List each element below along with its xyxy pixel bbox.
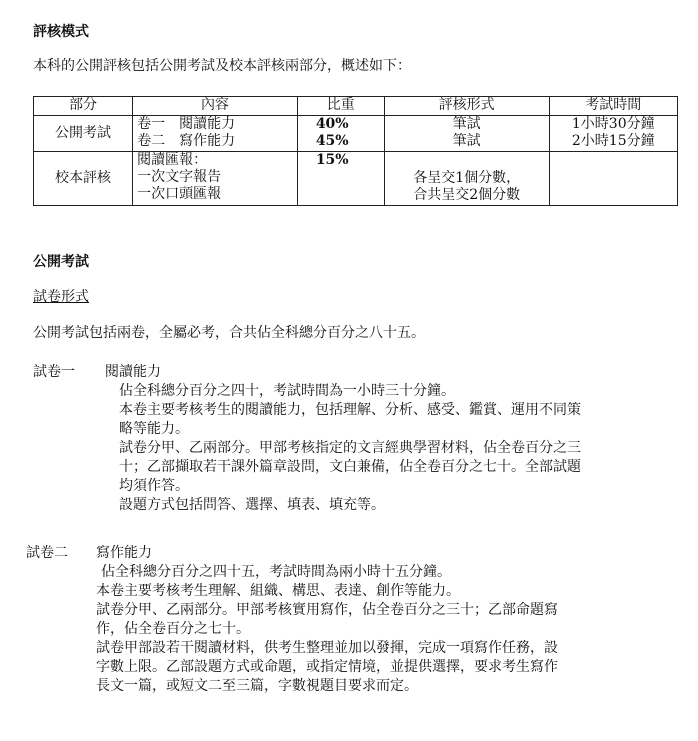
paper1-line: 佔全科總分百分之四十，考試時間為一小時三十分鐘。 (119, 383, 455, 399)
paper2-line: 試卷分甲、乙兩部分。甲部考核實用寫作，佔全卷百分之三十；乙部命題寫 (96, 602, 558, 618)
paper2-description (96, 544, 558, 696)
paper1-line: 本卷主要考核考生的閱讀能力，包括理解、分析、感受、鑑賞、運用不同策 (119, 402, 581, 418)
paper2-content: 寫作能力 (179, 133, 236, 149)
paper1-line: 閱讀能力 (105, 364, 161, 380)
public-exam-part: 公開考試 (34, 116, 133, 152)
paper1-description (105, 363, 581, 515)
paper2-line: 作，佔全卷百分之七十。 (96, 621, 250, 637)
paper2-label: 試卷二 (26, 545, 68, 561)
paper1-line: 設題方式包括問答、選擇、填表、填充等。 (119, 497, 385, 513)
mode-paper2: 筆試 (452, 133, 481, 149)
public-exam-time (549, 116, 677, 152)
table-header-row (34, 97, 678, 116)
public-exam-mode (384, 116, 549, 152)
public-exam-content (133, 116, 298, 152)
time-paper1: 1小時30分鐘 (571, 116, 655, 132)
table-row-public-exam (34, 116, 678, 152)
table-header: 比重 (297, 97, 384, 116)
paper2-line: 字數上限。乙部設題方式或命題，或指定情境，並提供選擇，要求考生寫作 (96, 659, 558, 675)
paper2-name: 卷二 (137, 133, 166, 149)
paper1-name: 卷一 (137, 116, 166, 132)
table-header: 考試時間 (549, 97, 677, 116)
mode-paper1: 筆試 (452, 116, 481, 132)
assessment-intro: 本科的公開評核包括公開考試及校本評核兩部分，概述如下： (33, 58, 411, 74)
assessment-mode-heading: 評核模式 (33, 24, 89, 40)
paper1-line: 均須作答。 (119, 478, 189, 494)
public-exam-weight (297, 116, 384, 152)
paper2-line: 試卷甲部設若干閱讀材料，供考生整理並加以發揮，完成一項寫作任務，設 (96, 640, 558, 656)
paper1-line: 十；乙部擷取若干課外篇章設問，文白兼備，佔全卷百分之七十。全部試題 (119, 459, 581, 475)
weight-paper2: 45% (315, 133, 349, 149)
school-content-line: 一次文字報告 (137, 169, 222, 185)
school-based-mode (384, 152, 549, 206)
paper2-line: 長文一篇，或短文二至三篇，字數視題目要求而定。 (96, 678, 418, 694)
paper-format-subheading: 試卷形式 (33, 289, 89, 305)
school-based-weight: 15% (297, 152, 384, 206)
table-header: 內容 (133, 97, 298, 116)
table-row-school-based (34, 152, 678, 206)
paper1-line: 略等能力。 (119, 421, 189, 437)
public-exam-intro: 公開考試包括兩卷，全屬必考，合共佔全科總分百分之八十五。 (33, 325, 425, 341)
paper2-line: 寫作能力 (96, 545, 152, 561)
paper1-label: 試卷一 (33, 364, 75, 380)
paper1-line: 試卷分甲、乙兩部分。甲部考核指定的文言經典學習材料，佔全卷百分之三 (119, 440, 581, 456)
paper1-content: 閱讀能力 (179, 116, 236, 132)
assessment-table (33, 96, 678, 206)
time-paper2: 2小時15分鐘 (571, 133, 655, 149)
school-content-line: 閱讀匯報： (137, 152, 208, 168)
table-header: 部分 (34, 97, 133, 116)
table-header: 評核形式 (384, 97, 549, 116)
school-mode-line: 合共呈交2個分數 (413, 187, 521, 203)
school-content-line: 一次口頭匯報 (137, 186, 222, 202)
paper2-line: 本卷主要考核考生理解、組織、構思、表達、創作等能力。 (96, 583, 460, 599)
paper2-line: 佔全科總分百分之四十五，考試時間為兩小時十五分鐘。 (101, 564, 451, 580)
public-exam-heading: 公開考試 (33, 254, 89, 270)
school-based-content (133, 152, 298, 206)
school-based-part: 校本評核 (34, 152, 133, 206)
school-based-time (549, 152, 677, 206)
weight-paper1: 40% (315, 116, 349, 132)
school-mode-line: 各呈交1個分數， (413, 170, 521, 186)
